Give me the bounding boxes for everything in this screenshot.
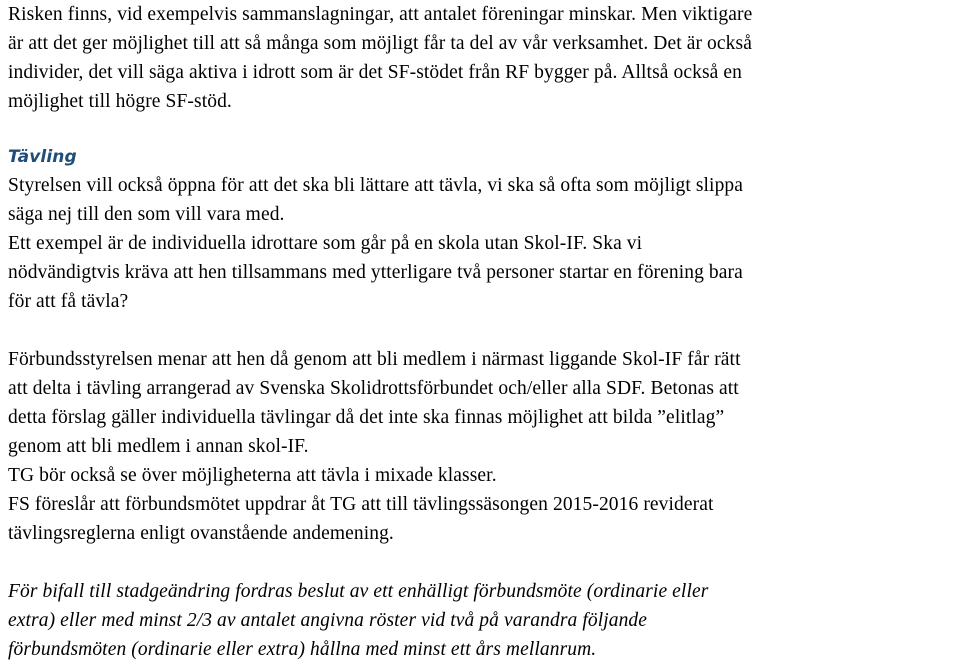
text-line: förbundsmöten (ordinarie eller extra) hållna med minst ett års mellanrum. — [8, 639, 597, 660]
text-line: För bifall till stadgeändring fordras beslut av ett enhälligt förbundsmöte (ordinarie eller — [8, 581, 709, 602]
statute-note — [8, 577, 708, 664]
text-line: för att få tävla? — [8, 291, 129, 312]
text-line: att delta i tävling arrangerad av Svenska Skolidrottsförbundet och/eller alla SDF. Betonas att — [8, 378, 739, 399]
text-line: säga nej till den som vill vara med. — [8, 204, 285, 225]
text-line: nödvändigtvis kräva att hen tillsammans med ytterligare två personer startar en förening bara — [8, 262, 743, 283]
text-line: extra) eller med minst 2/3 av antalet angivna röster vid två på varandra följande — [8, 610, 648, 631]
text-line: FS föreslår att förbundsmötet uppdrar åt TG att till tävlingssäsongen 2015-2016 reviderat — [8, 494, 714, 515]
text-line: är att det ger möjlighet till att så många som möjligt får ta del av vår verksamhet. Det är också — [8, 33, 752, 54]
intro-paragraph — [8, 0, 752, 116]
text-line: TG bör också se över möjligheterna att tävla i mixade klasser. — [8, 465, 497, 486]
tavling-paragraph-1 — [8, 171, 743, 316]
text-line: tävlingsreglerna enligt ovanstående andemening. — [8, 523, 394, 544]
text-line: möjlighet till högre SF-stöd. — [8, 91, 232, 112]
text-line: Styrelsen vill också öppna för att det ska bli lättare att tävla, vi ska så ofta som möjligt slippa — [8, 175, 744, 196]
text-line: genom att bli medlem i annan skol-IF. — [8, 436, 309, 457]
tavling-paragraph-2 — [8, 345, 741, 548]
text-line: Risken finns, vid exempelvis sammanslagningar, att antalet föreningar minskar. Men viktigare — [8, 4, 753, 25]
text-line: Ett exempel är de individuella idrottare som går på en skola utan Skol-IF. Ska vi — [8, 233, 643, 254]
text-line: detta förslag gäller individuella tävlingar då det inte ska finnas möjlighet att bilda ”elitlag” — [8, 407, 725, 428]
section-heading: Tävling — [8, 147, 77, 167]
text-line: individer, det vill säga aktiva i idrott som är det SF-stödet från RF bygger på. Alltså också en — [8, 62, 742, 83]
text-line: Förbundsstyrelsen menar att hen då genom att bli medlem i närmast liggande Skol-IF får rätt — [8, 349, 741, 370]
